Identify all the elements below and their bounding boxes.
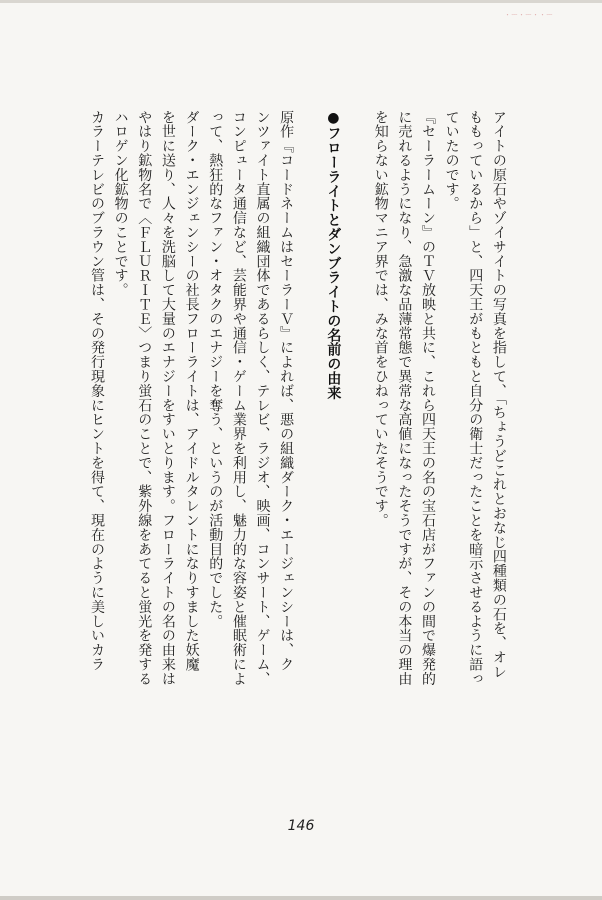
text-column: ていたのです。 [443,110,460,211]
scan-edge-top [0,0,602,3]
text-column: アイトの原石やゾイサイトの写真を指して、「ちょうどこれとおなじ四種類の石を、オレ [490,110,507,679]
scan-edge-bottom [0,896,602,900]
text-column: って、熱狂的なファン・オタクのエナジーを奪う、というのが活動目的でした。 [207,110,224,629]
text-column: コンピュータ通信など、芸能界や通信・ゲーム業界を利用し、魅力的な容姿と催眠術によ [230,110,247,686]
text-column: ハロゲン化鉱物のことです。 [112,110,129,298]
vertical-text-block [88,110,508,760]
text-column: 『セーラームーン』のＴＶ放映と共に、これら四天王の名の宝石店がファンの間で爆発的 [419,110,436,686]
text-column: ももっているから」と、四天王がもともと自分の衛士だったことを暗示させるように語っ [467,110,484,686]
text-column: やはり鉱物名で〈ＦＬＵＲＩＴＥ〉つまり蛍石のことで、紫外線をあてると蛍光を発する [136,110,153,686]
text-column: 原作『コードネームはセーラーＶ』によれば、悪の組織ダーク・エージェンシーは、ク [278,110,295,672]
text-column: を世に送り、人々を洗脳して大量のエナジーをすいとります。フローライトの名の由来は [159,110,176,686]
text-column: を知らない鉱物マニア界では、みな首をひねっていたそうです。 [372,110,389,528]
section-heading: ●フローライトとダンブライトの名前の由来 [325,110,342,400]
page-number: 146 [287,818,315,834]
stamp-mark: ・ー・ー・・ー [504,11,553,19]
text-column: ンツァイト直属の組織団体であるらしく、テレビ、ラジオ、映画、コンサート、ゲーム、 [254,110,271,686]
text-column: に売れるようになり、急激な品薄常態で異常な高値になったそうですが、その本当の理由 [396,110,413,686]
text-column: ダーク・エンジェンシーの社長フローライトは、アイドルタレントになりすました妖魔 [183,110,200,672]
text-column: カラーテレビのブラウン管は、その発行現象にヒントを得て、現在のように美しいカラ [89,110,105,672]
